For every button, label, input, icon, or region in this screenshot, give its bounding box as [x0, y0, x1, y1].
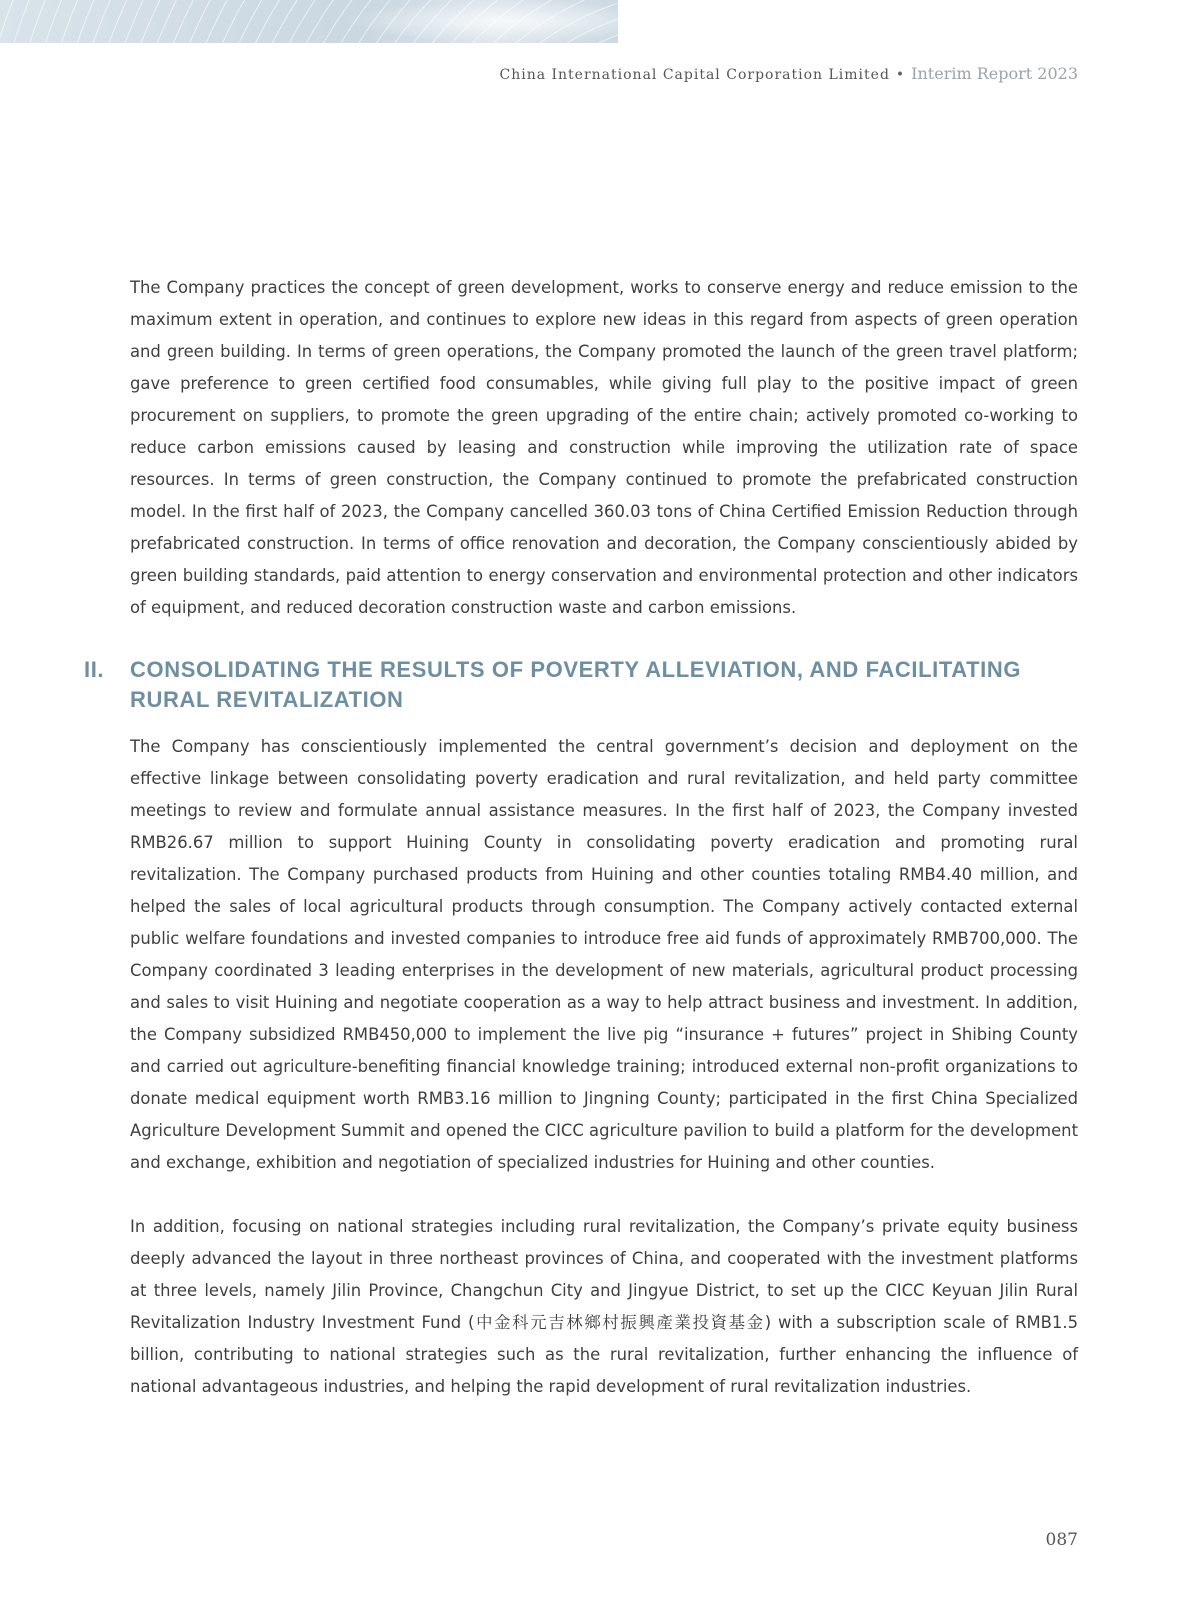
header-separator: • [895, 67, 906, 83]
header-banner-decoration [0, 0, 618, 43]
body-paragraph: In addition, focusing on national strategies including rural revitalization, the Company’s private equity business deeply advanced the layout in three northeast provinces of China, and cooperated with the investment platforms at three levels, namely Jilin Province, Changchun City and Jingyue District, to set up the CICC Keyuan Jilin Rural Revitalization Industry Investment Fund (中金科元吉林鄉村振興產業投資基金) with a subscription scale of RMB1.5 billion, contributing to national strategies such as the rural revitalization, further enhancing the influence of national advantageous industries, and helping the rapid development of rural revitalization industries. [130, 1217, 1078, 1396]
section-heading [84, 655, 1078, 715]
company-name: China International Capital Corporation Limited [499, 67, 890, 83]
section-title: CONSOLIDATING THE RESULTS OF POVERTY ALLEVIATION, AND FACILITATING RURAL REVITALIZATION [130, 657, 1022, 712]
green-development-section [130, 272, 1078, 624]
body-paragraph: The Company practices the concept of green development, works to conserve energy and reduce emission to the maximum extent in operation, and continues to explore new ideas in this regard from aspects of green operation and green building. In terms of green operations, the Company promoted the launch of the green travel platform; gave preference to green certified food consumables, while giving full play to the positive impact of green procurement on suppliers, to promote the green upgrading of the entire chain; actively promoted co-working to reduce carbon emissions caused by leasing and construction while improving the utilization rate of space resources. In terms of green construction, the Company continued to promote the prefabricated construction model. In the first half of 2023, the Company cancelled 360.03 tons of China Certified Emission Reduction through prefabricated construction. In terms of office renovation and decoration, the Company conscientiously abided by green building standards, paid attention to energy conservation and environmental protection and other indicators of equipment, and reduced decoration construction waste and carbon emissions. [130, 278, 1078, 617]
running-header [499, 64, 1078, 83]
rural-revitalization-section [130, 731, 1078, 1403]
section-number: II. [84, 657, 105, 682]
report-title: Interim Report 2023 [911, 64, 1078, 83]
body-paragraph: The Company has conscientiously implemented the central government’s decision and deployment on the effective linkage between consolidating poverty eradication and rural revitalization, and held party committee meetings to review and formulate annual assistance measures. In the first half of 2023, the Company invested RMB26.67 million to support Huining County in consolidating poverty eradication and promoting rural revitalization. The Company purchased products from Huining and other counties totaling RMB4.40 million, and helped the sales of local agricultural products through consumption. The Company actively contacted external public welfare foundations and invested companies to introduce free aid funds of approximately RMB700,000. The Company coordinated 3 leading enterprises in the development of new materials, agricultural product processing and sales to visit Huining and negotiate cooperation as a way to help attract business and investment. In addition, the Company subsidized RMB450,000 to implement the live pig “insurance + futures” project in Shibing County and carried out agriculture-benefiting financial knowledge training; introduced external non-profit organizations to donate medical equipment worth RMB3.16 million to Jingning County; participated in the first China Specialized Agriculture Development Summit and opened the CICC agriculture pavilion to build a platform for the development and exchange, exhibition and negotiation of specialized industries for Huining and other counties. [130, 737, 1078, 1172]
page-number: 087 [1045, 1530, 1078, 1550]
